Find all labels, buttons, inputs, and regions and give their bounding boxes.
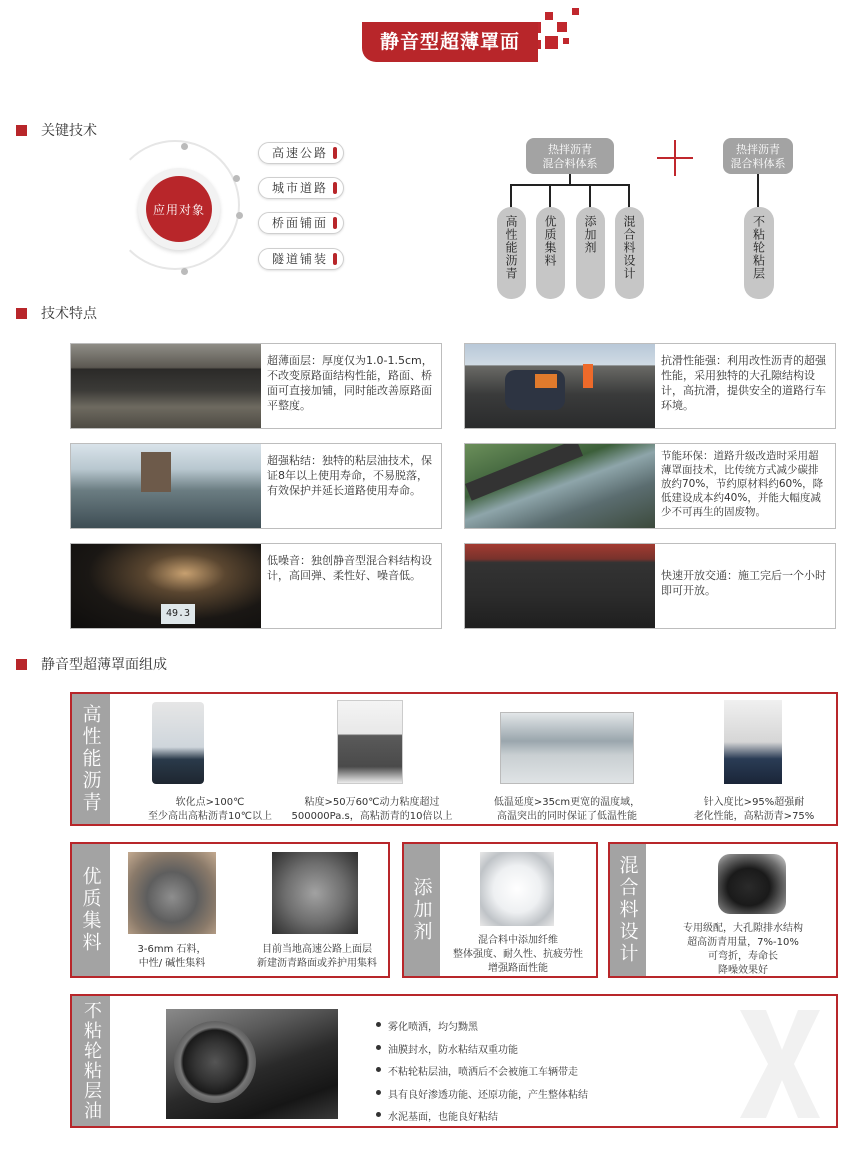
spec-line: 针入度比>95%超强耐 xyxy=(703,797,805,808)
dot-icon xyxy=(181,143,188,150)
feature-text: 超强粘结：独特的粘层油技术，保证8年以上使用寿命，不易脱落，有效保护并延长道路使用寿命。 xyxy=(267,454,432,497)
spec-line: 专用级配，大孔隙排水结构 xyxy=(683,923,803,934)
spec-line: 粘度>50万60℃动力粘度超过 xyxy=(304,797,440,808)
target-label: 隧道铺装 xyxy=(272,252,329,266)
spec-line: 超高沥青用量，7%-10% xyxy=(687,937,799,948)
mix-design-spec xyxy=(650,922,836,978)
feature-card xyxy=(70,443,442,529)
target-item xyxy=(258,212,344,234)
branch-box xyxy=(744,207,774,299)
section-mark-icon xyxy=(16,308,27,319)
asphalt-spec xyxy=(472,796,662,824)
tack-coat-image xyxy=(166,1009,338,1119)
dot-icon xyxy=(233,175,240,182)
feature-photo xyxy=(71,344,261,428)
list-item: 水泥基面，也能良好粘结 xyxy=(376,1108,588,1131)
spec-line: 增强路面性能 xyxy=(488,963,548,974)
page-title: 静音型超薄罩面 xyxy=(362,22,538,62)
spec-line: 至少高出高粘沥青10℃以上 xyxy=(148,811,272,822)
device-image xyxy=(337,700,403,784)
plus-icon xyxy=(674,140,676,176)
brand-watermark-icon xyxy=(734,1006,824,1122)
spec-line: 中性/ 碱性集料 xyxy=(138,958,206,969)
target-label: 高速公路 xyxy=(272,146,329,160)
target-item xyxy=(258,248,344,270)
mix-sample-image xyxy=(718,854,786,914)
tack-feature-list xyxy=(376,1018,588,1131)
decor-square xyxy=(572,8,579,15)
list-item: 油膜封水，防水粘结双重功能 xyxy=(376,1041,588,1064)
feature-photo xyxy=(71,444,261,528)
section-heading-features xyxy=(16,302,97,324)
asphalt-spec xyxy=(272,796,472,824)
dot-icon xyxy=(236,212,243,219)
decor-square xyxy=(545,36,558,49)
fiber-image xyxy=(480,852,554,926)
panel-label: 混合料设计 xyxy=(610,844,646,976)
target-label: 城市道路 xyxy=(272,181,329,195)
feature-card xyxy=(70,343,442,429)
feature-photo xyxy=(465,444,655,528)
spec-line: 3-6mm 石料， xyxy=(137,944,207,955)
feature-photo xyxy=(465,544,655,628)
feature-card xyxy=(464,443,836,529)
list-item: 不粘轮粘层油，喷洒后不会被施工车辆带走 xyxy=(376,1063,588,1086)
system-box-right: 热拌沥青 混合料体系 xyxy=(723,138,793,174)
panel-label: 高性能沥青 xyxy=(72,694,110,824)
list-item: 雾化喷洒，均匀黝黑 xyxy=(376,1018,588,1041)
spec-line: 可弯折，寿命长 xyxy=(708,951,778,962)
device-image xyxy=(724,700,782,784)
target-item xyxy=(258,142,344,164)
feature-text: 快速开放交通：施工完后一个小时即可开放。 xyxy=(661,569,826,597)
target-label: 桥面铺面 xyxy=(272,216,329,230)
device-image xyxy=(152,702,204,784)
panel-label: 优质集料 xyxy=(72,844,110,976)
pill-icon xyxy=(333,253,337,265)
panel-aggregate xyxy=(70,842,390,978)
system-box-left: 热拌沥青 混合料体系 xyxy=(526,138,614,174)
spec-line: 低温延度>35cm更宽的温度域， xyxy=(493,797,641,808)
feature-card xyxy=(464,343,836,429)
additive-spec xyxy=(440,934,596,976)
spec-line: 500000Pa.s，高粘沥青的10倍以上 xyxy=(291,811,453,822)
section-heading-text: 技术特点 xyxy=(41,306,97,322)
pill-icon xyxy=(333,217,337,229)
pill-icon xyxy=(333,182,337,194)
aggregate-spec xyxy=(112,943,232,971)
panel-mix-design xyxy=(608,842,838,978)
connector-line xyxy=(510,184,512,208)
section-heading-text: 静音型超薄罩面组成 xyxy=(41,657,167,673)
panel-additive xyxy=(402,842,598,978)
branch-box xyxy=(576,207,605,299)
device-image xyxy=(500,712,634,784)
branch-box xyxy=(615,207,644,299)
connector-line xyxy=(510,184,629,186)
decor-square xyxy=(563,38,569,44)
center-label: 应用对象 xyxy=(146,176,212,242)
pill-icon xyxy=(333,147,337,159)
spec-line: 高温突出的同时保证了低温性能 xyxy=(497,811,637,822)
feature-text: 抗滑性能强：利用改性沥青的超强性能，采用独特的大孔隙结构设计，高抗滑，提供安全的道路行车环境。 xyxy=(661,354,826,412)
spec-line: 混合料中添加纤维 xyxy=(478,935,558,946)
aggregate-image xyxy=(272,852,358,934)
asphalt-spec xyxy=(664,796,844,824)
decibel-meter-readout: 49.3 xyxy=(161,604,195,624)
spec-line: 降噪效果好 xyxy=(718,965,768,976)
decor-square xyxy=(557,22,567,32)
panel-label: 不粘轮粘层油 xyxy=(72,996,110,1126)
feature-card xyxy=(464,543,836,629)
feature-photo xyxy=(71,544,261,628)
connector-line xyxy=(757,174,759,207)
aggregate-spec xyxy=(242,943,392,971)
branch-label: 优质集料 xyxy=(543,215,557,267)
section-heading-composition xyxy=(16,653,167,675)
dot-icon xyxy=(181,268,188,275)
connector-line xyxy=(628,184,630,208)
branch-label: 不粘轮粘层 xyxy=(751,215,766,280)
spec-line: 整体强度、耐久性、抗疲劳性 xyxy=(453,949,583,960)
cone-shape xyxy=(583,364,593,388)
section-heading-text: 关键技术 xyxy=(41,123,97,139)
feature-photo xyxy=(465,344,655,428)
truck-wheel-shape xyxy=(174,1021,256,1103)
section-mark-icon xyxy=(16,125,27,136)
target-item xyxy=(258,177,344,199)
decor-square xyxy=(545,12,553,20)
branch-label: 添加剂 xyxy=(583,215,597,254)
spec-line: 目前当地高速公路上面层 xyxy=(262,944,372,955)
spec-line: 新建沥青路面或养护用集料 xyxy=(257,958,377,969)
aggregate-image xyxy=(128,852,216,934)
list-item: 具有良好渗透功能、还原功能，产生整体粘结 xyxy=(376,1086,588,1109)
feature-text: 节能环保：道路升级改造时采用超薄罩面技术，比传统方式减少碳排放约70%，节约原材料约60%，降低建设成本约40%，并能大幅度减少不可再生的固废物。 xyxy=(661,450,824,518)
section-mark-icon xyxy=(16,659,27,670)
truck-shape xyxy=(141,452,171,492)
spec-line: 老化性能，高粘沥青>75% xyxy=(693,811,815,822)
connector-line xyxy=(589,184,591,208)
feature-text: 低噪音：独创静音型混合料结构设计，高回弹、柔性好、噪音低。 xyxy=(267,554,432,582)
road-shape xyxy=(465,444,583,501)
spec-line: 软化点>100℃ xyxy=(175,797,245,808)
section-heading-key-tech xyxy=(16,119,97,141)
panel-asphalt xyxy=(70,692,838,826)
connector-line xyxy=(549,184,551,208)
branch-box xyxy=(536,207,565,299)
branch-box xyxy=(497,207,526,299)
feature-text: 超薄面层：厚度仅为1.0-1.5cm，不改变原路面结构性能，路面、桥面可直接加铺，同时能改善原路面平整度。 xyxy=(267,354,433,412)
branch-label: 高性能沥青 xyxy=(504,215,518,280)
panel-label: 添加剂 xyxy=(404,844,440,976)
vest-shape xyxy=(535,374,557,388)
branch-label: 混合料设计 xyxy=(622,215,636,280)
feature-card xyxy=(70,543,442,629)
